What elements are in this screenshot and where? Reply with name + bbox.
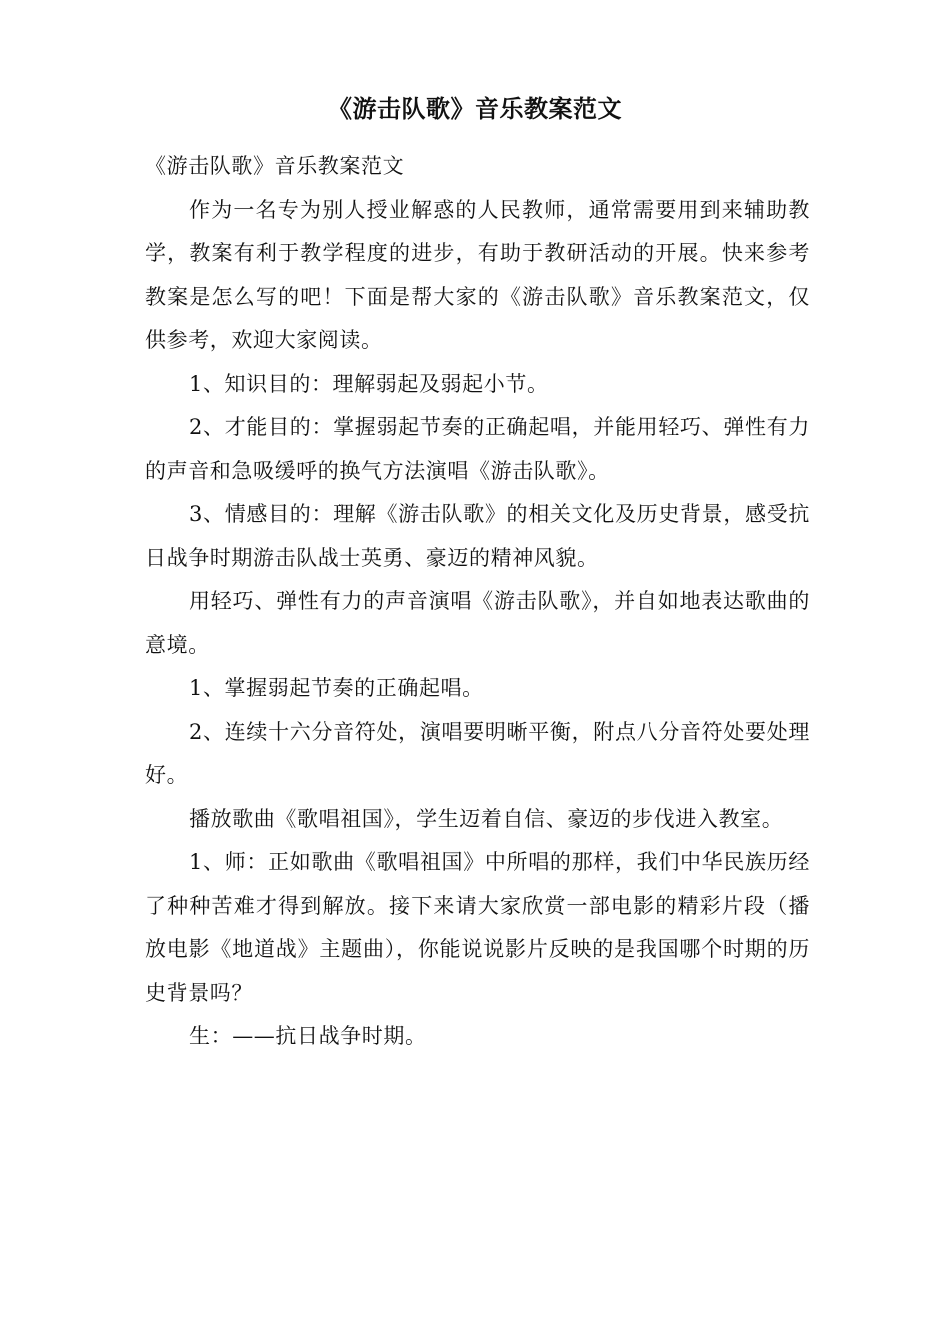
document-body bbox=[145, 145, 810, 1059]
difficulty-1-paragraph: 1、掌握弱起节奏的正确起唱。 bbox=[189, 676, 484, 700]
skill-goal-paragraph: 2、才能目的：掌握弱起节奏的正确起唱，并能用轻巧、弹性有力的声音和急吸缓呼的换气方法演唱《游击队歌》。 bbox=[145, 415, 810, 483]
document-title: 《游击队歌》音乐教案范文 bbox=[328, 94, 622, 123]
teacher-question-paragraph: 1、师：正如歌曲《歌唱祖国》中所唱的那样，我们中华民族历经了种种苦难才得到解放。接下来请大家欣赏一部电影的精彩片段（播放电影《地道战》主题曲），你能说说影片反映的是我国哪个时期的历史背景吗？ bbox=[145, 850, 810, 1005]
emotion-goal-paragraph: 3、情感目的：理解《游击队歌》的相关文化及历史背景，感受抗日战争时期游击队战士英勇、豪迈的精神风貌。 bbox=[145, 502, 810, 570]
opening-paragraph: 播放歌曲《歌唱祖国》，学生迈着自信、豪迈的步伐进入教室。 bbox=[189, 806, 784, 831]
knowledge-goal-paragraph: 1、知识目的：理解弱起及弱起小节。 bbox=[189, 371, 549, 396]
subtitle-paragraph: 《游击队歌》音乐教案范文 bbox=[145, 154, 405, 178]
intro-paragraph: 作为一名专为别人授业解惑的人民教师，通常需要用到来辅助教学，教案有利于教学程度的进步，有助于教研活动的开展。快来参考教案是怎么写的吧！下面是帮大家的《游击队歌》音乐教案范文，仅供参考，欢迎大家阅读。 bbox=[145, 197, 810, 352]
difficulty-2-paragraph: 2、连续十六分音符处，演唱要明晰平衡，附点八分音符处要处理好。 bbox=[145, 719, 810, 787]
key-point-paragraph: 用轻巧、弹性有力的声音演唱《游击队歌》，并自如地表达歌曲的意境。 bbox=[145, 589, 810, 657]
student-answer-paragraph: 生：——抗日战争时期。 bbox=[189, 1024, 427, 1048]
